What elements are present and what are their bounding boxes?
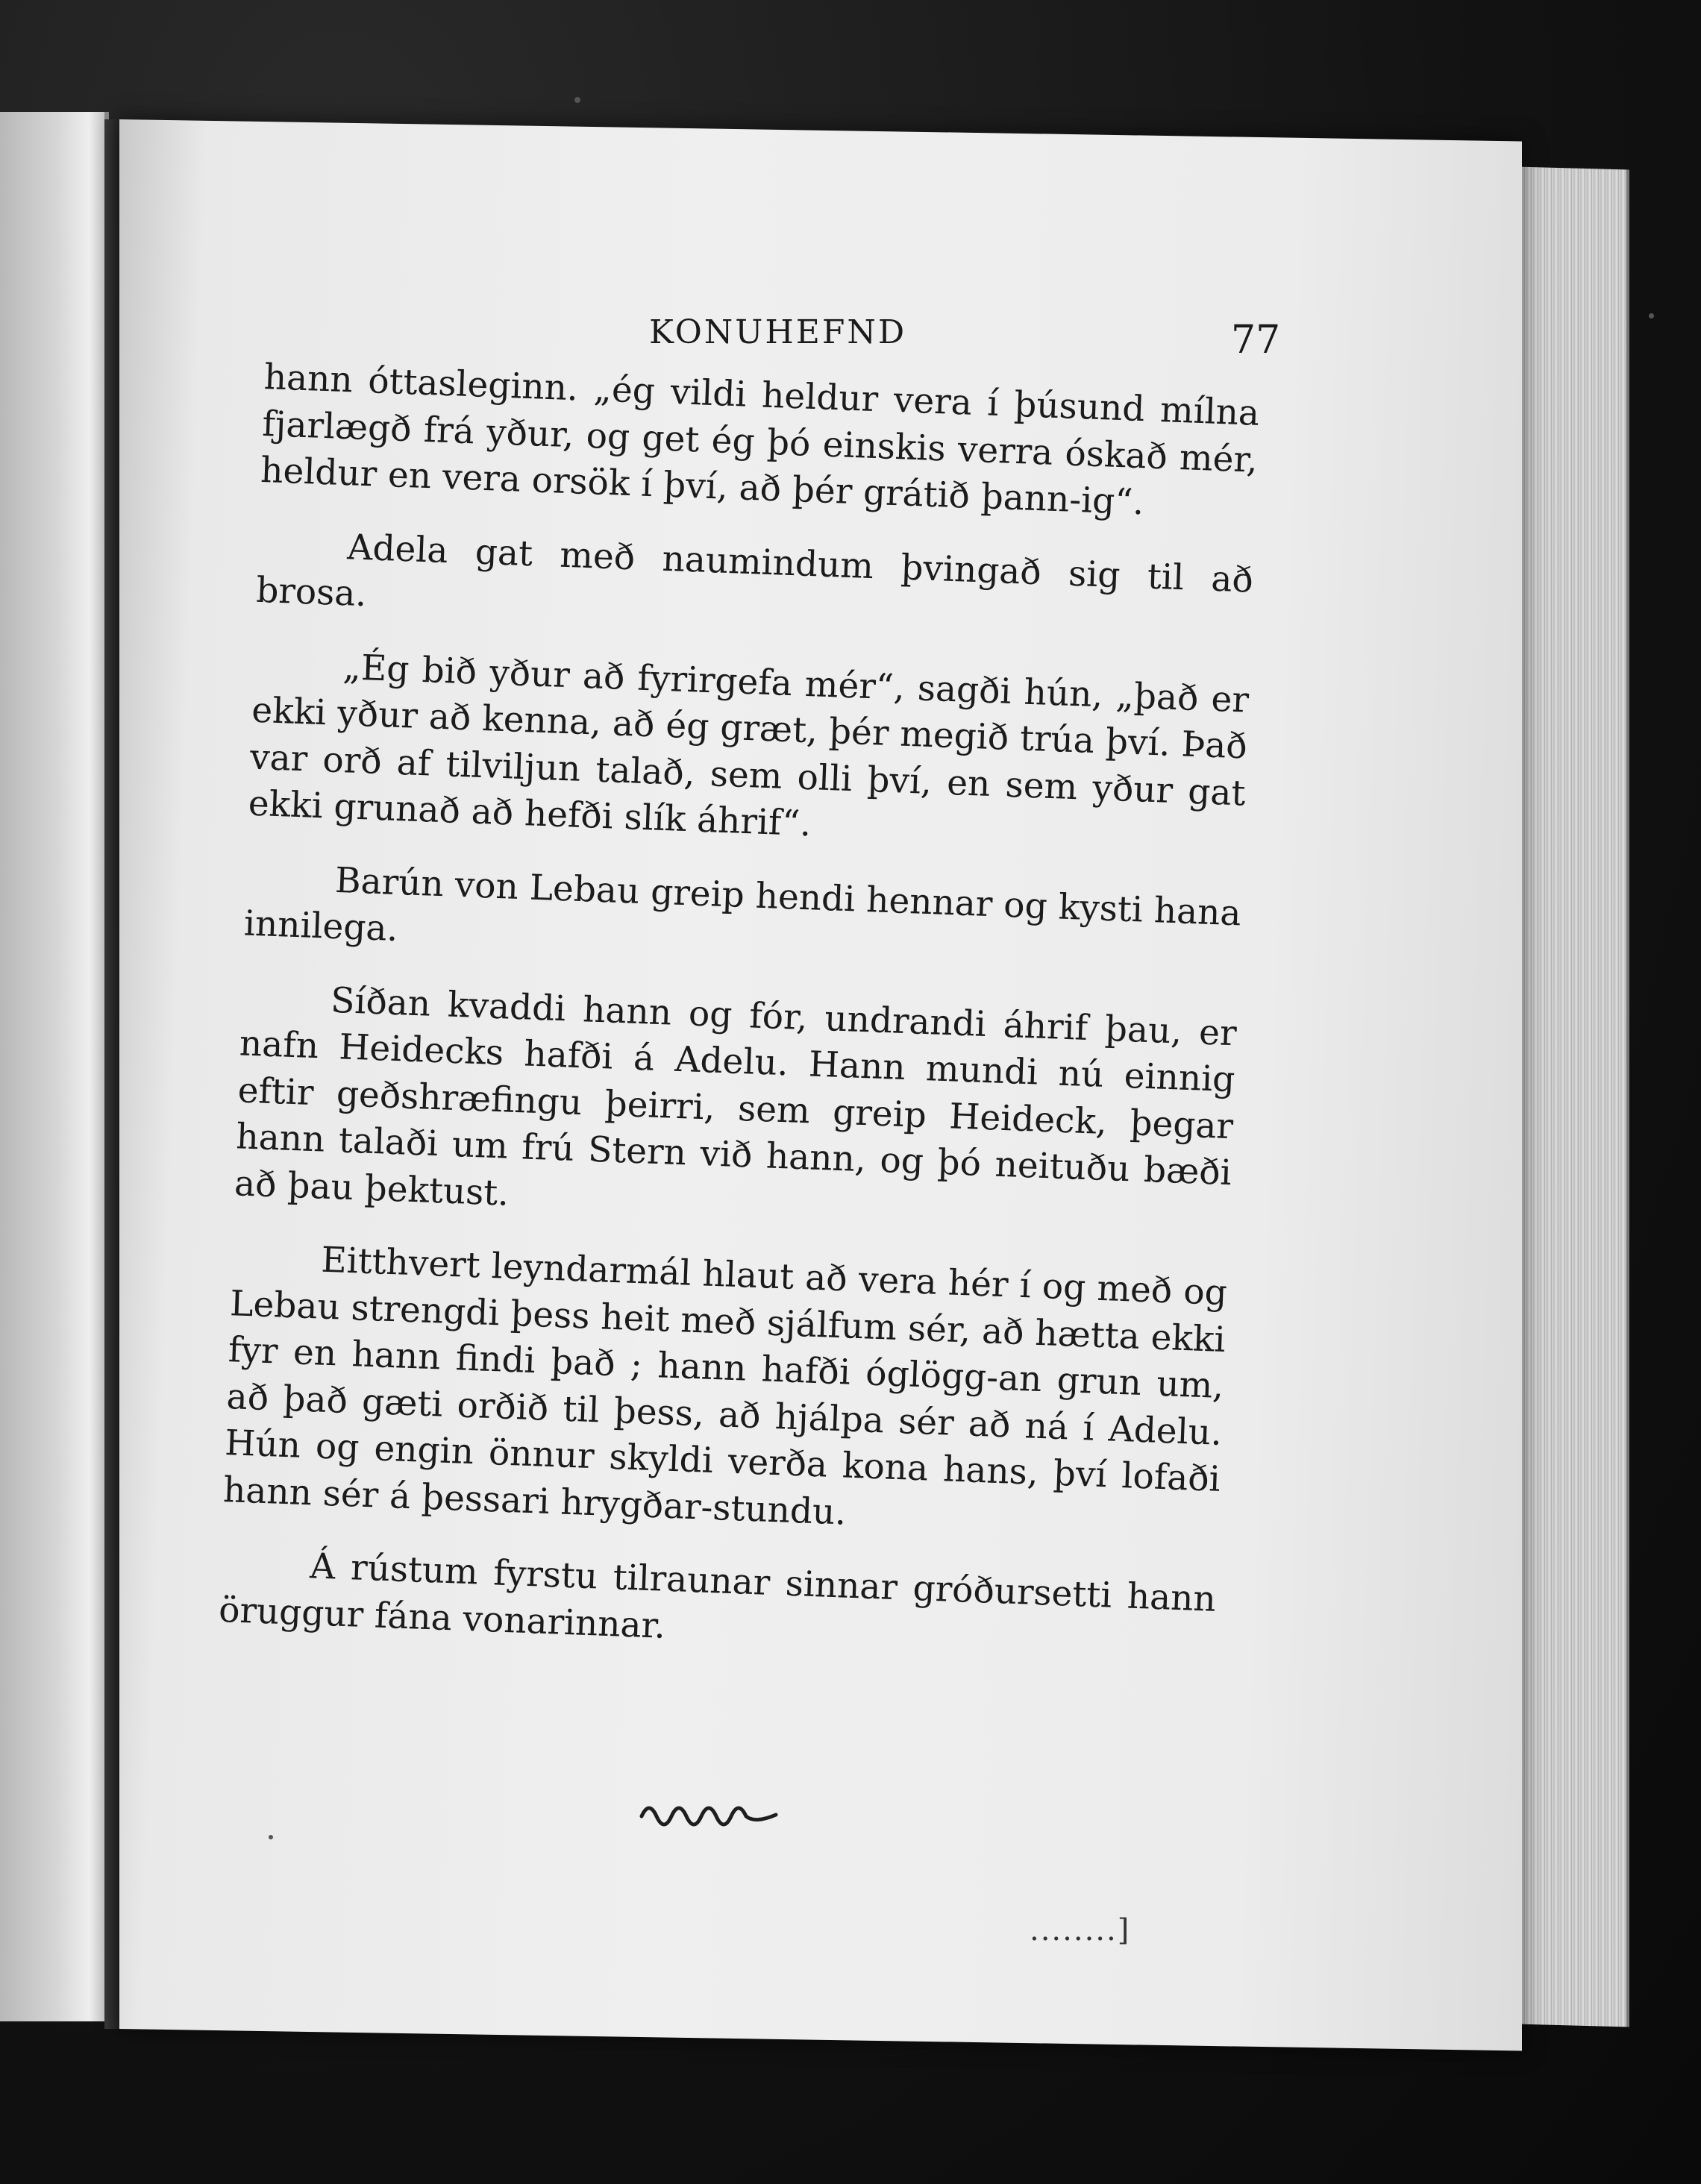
paragraph: Síðan kvaddi hann og fór, undrandi áhrif þau, er nafn Heidecks hafði á Adelu. Hann mundi nú einnig eftir geðshræfingu þeirri, sem greip Heideck, þegar hann talaði um frú Stern við hann, og þó neituðu bæði að þau þektust. — [234, 979, 1238, 1214]
dust-speck — [1649, 313, 1654, 318]
dust-speck — [269, 1835, 273, 1839]
paragraph: hann óttasleginn. „ég vildi heldur vera í þúsund mílna fjarlægð frá yður, og get ég þó einskis verra óskað mér, heldur en vera orsök í því, að þér grátið þann-ig“. — [260, 356, 1260, 524]
page-corner-mark: ........] — [1030, 1913, 1131, 1948]
paragraph: Barún von Lebau greip hendi hennar og kysti hana innilega. — [243, 859, 1242, 950]
paragraph: Á rústum fyrstu tilraunar sinnar gróðursetti hann öruggur fána vonarinnar. — [218, 1546, 1217, 1647]
page-header — [0, 313, 1701, 373]
tailpiece-ornament-icon — [638, 1794, 787, 1831]
body-text — [217, 354, 1260, 1697]
page-number: 77 — [1231, 318, 1281, 363]
running-title: KONUHEFND — [649, 313, 907, 351]
paragraph: Eitthvert leyndarmál hlaut að vera hér í og með og Lebau strengdi þess heit með sjálfum sér, að hætta ekki fyr en hann findi það ; hann hafði óglögg-an grun um, að það gæti orðið til þess, að hjálpa sér að ná í Adelu. Hún og engin önnur skyldi verða kona hans, því lofaði hann sér á þessari hrygðar-stundu. — [222, 1239, 1228, 1534]
left-facing-page — [0, 112, 109, 2021]
dust-speck — [574, 97, 580, 103]
paragraph: Adela gat með naumindum þvingað sig til að brosa. — [255, 526, 1254, 615]
paragraph: „Ég bið yður að fyrirgefa mér“, sagði hún, „það er ekki yður að kenna, að ég græt, þér megið trúa því. Það var orð af tilviljun talað, sem olli því, en sem yður gat ekki grunað að hefði slík áhrif“. — [247, 646, 1250, 845]
